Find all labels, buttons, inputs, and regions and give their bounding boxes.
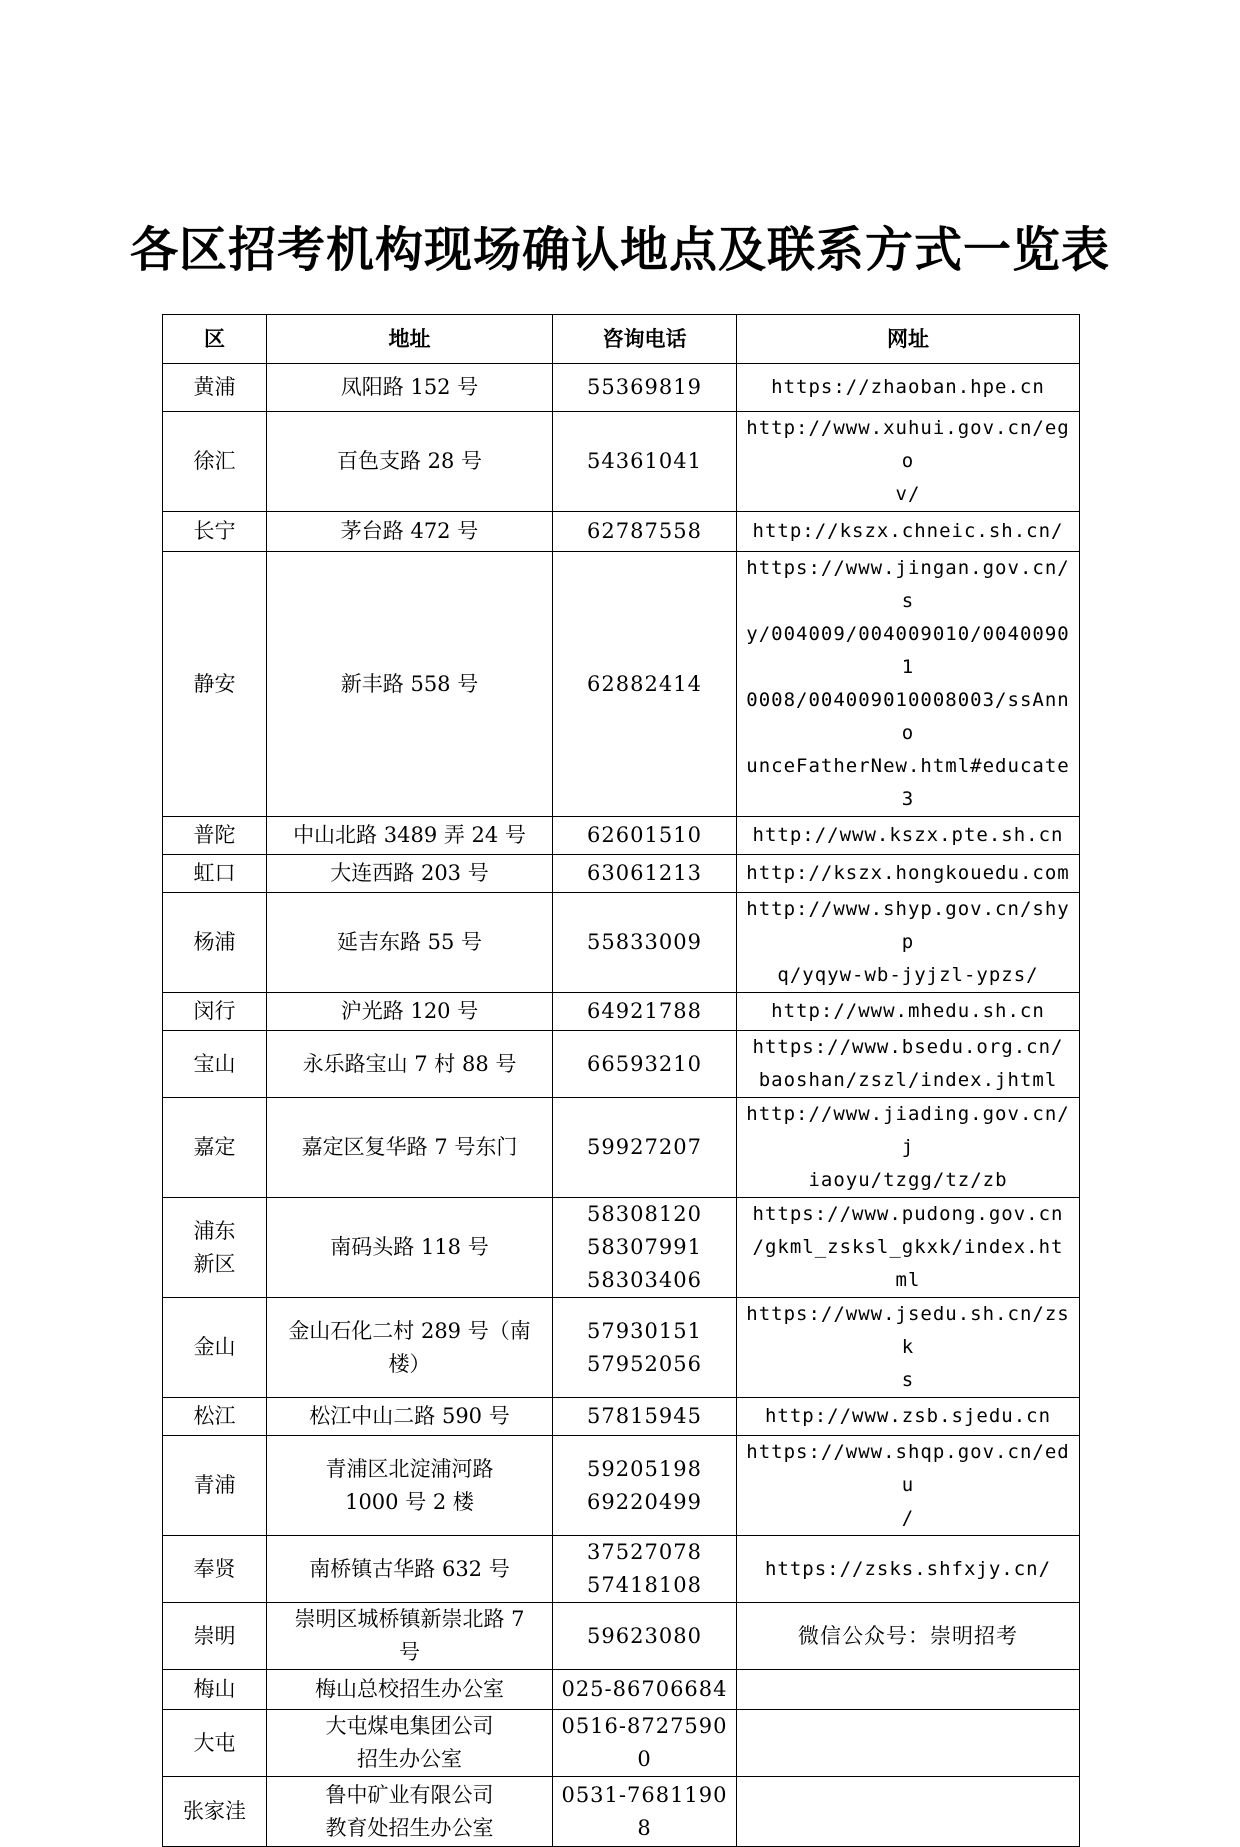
address-cell xyxy=(267,1536,553,1603)
district-cell xyxy=(163,1777,267,1847)
table-row xyxy=(163,1298,1080,1398)
district-cell xyxy=(163,1098,267,1198)
phone-line: 63061213 xyxy=(587,861,702,885)
table-row xyxy=(163,512,1080,552)
table-row xyxy=(163,993,1080,1031)
address-line: 青浦区北淀浦河路 xyxy=(325,1456,494,1481)
district-cell xyxy=(163,512,267,552)
phone-line: 57952056 xyxy=(587,1351,702,1376)
address-cell xyxy=(267,512,553,552)
address-cell xyxy=(267,817,553,855)
phone-line: 58308120 xyxy=(587,1202,702,1226)
table-row xyxy=(163,1670,1080,1710)
phone-cell xyxy=(553,1777,737,1847)
table-body xyxy=(163,364,1080,1847)
website-line: http://www.kszx.pte.sh.cn xyxy=(752,824,1064,846)
phone-line: 59205198 xyxy=(587,1456,702,1481)
phone-cell xyxy=(553,817,737,855)
website-cell[interactable] xyxy=(737,552,1080,817)
website-line: ml xyxy=(895,1269,921,1291)
phone-line: 59927207 xyxy=(587,1135,702,1159)
phone-cell xyxy=(553,1670,737,1710)
address-line: 新丰路 558 号 xyxy=(340,671,479,696)
website-cell[interactable] xyxy=(737,1398,1080,1436)
phone-line: 69220499 xyxy=(587,1489,702,1514)
address-line: 茅台路 472 号 xyxy=(340,519,479,543)
address-cell xyxy=(267,893,553,993)
address-cell xyxy=(267,412,553,512)
phone-cell xyxy=(553,1198,737,1298)
district-line: 崇明 xyxy=(193,1623,236,1648)
table-row xyxy=(163,1031,1080,1098)
address-cell xyxy=(267,1298,553,1398)
district-line: 虹口 xyxy=(193,861,236,885)
address-line: 鲁中矿业有限公司 xyxy=(325,1782,494,1807)
website-cell[interactable] xyxy=(737,855,1080,893)
website-line: https://www.pudong.gov.cn xyxy=(752,1203,1064,1225)
table-row xyxy=(163,855,1080,893)
phone-cell xyxy=(553,1031,737,1098)
phone-cell xyxy=(553,1710,737,1777)
address-line: 南桥镇古华路 632 号 xyxy=(309,1556,510,1581)
district-cell xyxy=(163,1436,267,1536)
phone-line: 62787558 xyxy=(587,519,702,543)
table-row xyxy=(163,552,1080,817)
table-row xyxy=(163,1398,1080,1436)
address-line: 大连西路 203 号 xyxy=(330,861,489,885)
district-line: 奉贤 xyxy=(193,1556,236,1581)
phone-line: 59623080 xyxy=(587,1623,702,1648)
district-cell xyxy=(163,364,267,412)
website-cell[interactable] xyxy=(737,512,1080,552)
phone-line: 025-86706684 xyxy=(561,1677,728,1701)
district-cell xyxy=(163,1536,267,1603)
district-line: 杨浦 xyxy=(193,930,236,954)
phone-line: 54361041 xyxy=(587,449,702,473)
address-line: 中山北路 3489 弄 24 号 xyxy=(293,823,526,847)
district-line: 新区 xyxy=(193,1251,236,1276)
website-line: https://zsks.shfxjy.cn/ xyxy=(764,1557,1052,1580)
table-header-row xyxy=(163,315,1080,364)
table-row xyxy=(163,1603,1080,1670)
address-cell xyxy=(267,1603,553,1670)
website-line: http://kszx.hongkouedu.com xyxy=(746,862,1070,884)
website-cell xyxy=(737,1777,1080,1847)
header-phone: 咨询电话 xyxy=(553,315,737,364)
website-line: baoshan/zszl/index.jhtml xyxy=(758,1069,1058,1091)
district-cell xyxy=(163,1298,267,1398)
website-cell[interactable] xyxy=(737,364,1080,412)
website-cell[interactable] xyxy=(737,1298,1080,1398)
district-line: 徐汇 xyxy=(193,449,236,473)
address-cell xyxy=(267,552,553,817)
address-line: 沪光路 120 号 xyxy=(340,999,479,1023)
phone-cell xyxy=(553,1298,737,1398)
address-line: 松江中山二路 590 号 xyxy=(309,1404,510,1428)
website-line: 微信公众号：崇明招考 xyxy=(798,1623,1018,1648)
website-cell xyxy=(737,1670,1080,1710)
district-cell xyxy=(163,1198,267,1298)
contact-table xyxy=(162,314,1080,1847)
address-line: 大屯煤电集团公司 xyxy=(325,1714,494,1738)
phone-cell xyxy=(553,1603,737,1670)
phone-cell xyxy=(553,412,737,512)
website-line: https://zhaoban.hpe.cn xyxy=(771,376,1045,398)
phone-cell xyxy=(553,1436,737,1536)
table-row xyxy=(163,1536,1080,1603)
address-line: 南码头路 118 号 xyxy=(330,1235,489,1259)
district-cell xyxy=(163,1603,267,1670)
address-cell xyxy=(267,1710,553,1777)
address-cell xyxy=(267,1198,553,1298)
district-cell xyxy=(163,552,267,817)
district-line: 黄浦 xyxy=(193,375,236,399)
district-cell xyxy=(163,1710,267,1777)
website-line: http://kszx.chneic.sh.cn/ xyxy=(752,520,1064,542)
phone-line: 58307991 xyxy=(587,1235,702,1259)
address-cell xyxy=(267,1777,553,1847)
website-line: https://www.jingan.gov.cn/s xyxy=(746,557,1070,612)
district-line: 闵行 xyxy=(193,999,236,1023)
phone-line: 62882414 xyxy=(587,671,702,696)
district-cell xyxy=(163,1031,267,1098)
address-line: 百色支路 28 号 xyxy=(336,449,483,473)
district-line: 松江 xyxy=(193,1404,236,1428)
phone-cell xyxy=(553,552,737,817)
header-website: 网址 xyxy=(737,315,1080,364)
phone-cell xyxy=(553,512,737,552)
website-line: iaoyu/tzgg/tz/zb xyxy=(808,1169,1008,1191)
phone-cell xyxy=(553,993,737,1031)
address-cell xyxy=(267,1398,553,1436)
website-cell[interactable] xyxy=(737,993,1080,1031)
district-line: 普陀 xyxy=(193,823,236,847)
phone-cell xyxy=(553,364,737,412)
website-line: v/ xyxy=(895,483,921,505)
address-line: 楼） xyxy=(388,1351,431,1376)
address-line: 教育处招生办公室 xyxy=(325,1815,494,1840)
website-line: https://www.jsedu.sh.cn/zsk xyxy=(746,1303,1070,1358)
district-line: 梅山 xyxy=(193,1677,236,1701)
website-line: http://www.mhedu.sh.cn xyxy=(771,1000,1045,1022)
website-cell[interactable] xyxy=(737,1436,1080,1536)
table-row xyxy=(163,412,1080,512)
district-line: 长宁 xyxy=(193,519,236,543)
address-line: 凤阳路 152 号 xyxy=(340,375,479,399)
website-line: /gkml_zsksl_gkxk/index.ht xyxy=(752,1236,1064,1258)
website-line: s xyxy=(901,1369,915,1391)
website-line: q/yqyw-wb-jyjzl-ypzs/ xyxy=(777,964,1039,986)
district-cell xyxy=(163,893,267,993)
website-line: http://www.zsb.sjedu.cn xyxy=(764,1405,1052,1427)
district-cell xyxy=(163,1398,267,1436)
phone-line: 57930151 xyxy=(587,1318,702,1343)
phone-cell xyxy=(553,855,737,893)
website-cell[interactable] xyxy=(737,817,1080,855)
website-line: https://www.shqp.gov.cn/edu xyxy=(746,1441,1070,1496)
district-cell xyxy=(163,412,267,512)
header-address: 地址 xyxy=(267,315,553,364)
table-row xyxy=(163,1777,1080,1847)
phone-line: 55369819 xyxy=(587,375,702,399)
address-cell xyxy=(267,993,553,1031)
website-cell[interactable] xyxy=(737,1098,1080,1198)
address-line: 金山石化二村 289 号（南 xyxy=(288,1318,531,1343)
phone-line: 62601510 xyxy=(587,823,702,847)
district-cell xyxy=(163,855,267,893)
address-line: 号 xyxy=(399,1640,420,1664)
phone-line: 55833009 xyxy=(587,930,702,954)
address-cell xyxy=(267,1098,553,1198)
address-line: 崇明区城桥镇新崇北路 7 xyxy=(294,1607,525,1631)
table-row xyxy=(163,817,1080,855)
table-row xyxy=(163,1710,1080,1777)
phone-line: 57418108 xyxy=(587,1573,702,1597)
phone-line: 37527078 xyxy=(587,1540,702,1564)
table-row xyxy=(163,1098,1080,1198)
website-cell[interactable] xyxy=(737,893,1080,993)
website-cell xyxy=(737,1710,1080,1777)
website-line: http://www.shyp.gov.cn/shyp xyxy=(746,898,1070,953)
district-line: 宝山 xyxy=(193,1051,236,1076)
phone-cell xyxy=(553,1398,737,1436)
district-cell xyxy=(163,1670,267,1710)
district-cell xyxy=(163,993,267,1031)
website-line: / xyxy=(901,1507,915,1529)
phone-line: 0531-76811908 xyxy=(561,1782,728,1840)
phone-line: 66593210 xyxy=(587,1051,702,1076)
address-line: 永乐路宝山 7 村 88 号 xyxy=(302,1051,517,1076)
website-line: http://www.xuhui.gov.cn/ego xyxy=(746,417,1070,472)
table-row xyxy=(163,893,1080,993)
district-cell xyxy=(163,817,267,855)
website-line: http://www.jiading.gov.cn/j xyxy=(746,1103,1070,1158)
page-title: 各区招考机构现场确认地点及联系方式一览表 xyxy=(129,222,1110,278)
district-line: 青浦 xyxy=(193,1473,236,1497)
address-line: 梅山总校招生办公室 xyxy=(315,1677,504,1701)
phone-cell xyxy=(553,1098,737,1198)
website-line: y/004009/004009010/00400901 xyxy=(746,623,1070,678)
address-line: 1000 号 2 楼 xyxy=(345,1489,474,1514)
district-line: 大屯 xyxy=(193,1730,236,1755)
address-cell xyxy=(267,1436,553,1536)
phone-line: 64921788 xyxy=(587,999,702,1023)
website-cell xyxy=(737,1603,1080,1670)
district-line: 浦东 xyxy=(193,1218,236,1243)
website-line: https://www.bsedu.org.cn/ xyxy=(752,1036,1064,1058)
website-cell[interactable] xyxy=(737,412,1080,512)
table-row xyxy=(163,1198,1080,1298)
phone-line: 0516-87275900 xyxy=(561,1714,728,1771)
district-line: 嘉定 xyxy=(193,1135,236,1159)
phone-cell xyxy=(553,1536,737,1603)
district-line: 张家洼 xyxy=(183,1799,246,1823)
website-cell[interactable] xyxy=(737,1198,1080,1298)
website-line: unceFatherNew.html#educate3 xyxy=(746,755,1070,810)
phone-line: 57815945 xyxy=(587,1404,702,1428)
address-line: 嘉定区复华路 7 号东门 xyxy=(301,1135,518,1159)
phone-line: 58303406 xyxy=(587,1268,702,1292)
phone-cell xyxy=(553,893,737,993)
table-row xyxy=(163,1436,1080,1536)
district-line: 静安 xyxy=(193,671,236,696)
address-line: 招生办公室 xyxy=(357,1747,462,1771)
address-cell xyxy=(267,1031,553,1098)
address-cell xyxy=(267,855,553,893)
website-cell[interactable] xyxy=(737,1536,1080,1603)
website-cell[interactable] xyxy=(737,1031,1080,1098)
address-line: 延吉东路 55 号 xyxy=(336,930,483,954)
address-cell xyxy=(267,364,553,412)
website-line: 0008/004009010008003/ssAnno xyxy=(746,689,1070,744)
table-row xyxy=(163,364,1080,412)
district-line: 金山 xyxy=(193,1335,236,1359)
address-cell xyxy=(267,1670,553,1710)
header-district: 区 xyxy=(163,315,267,364)
